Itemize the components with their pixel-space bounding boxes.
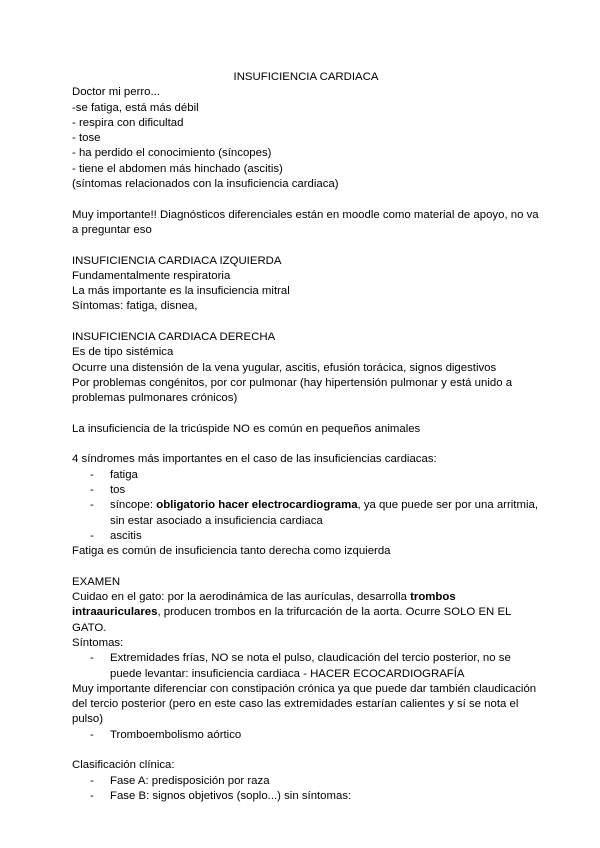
- intro-line: (síntomas relacionados con la insuficiencia cardiaca): [72, 178, 339, 191]
- list-item: - tos: [72, 483, 540, 498]
- cat-paragraph: [72, 590, 540, 636]
- intro-line: - tose: [72, 132, 101, 145]
- bold-text: obligatorio hacer electrocardiograma: [156, 499, 358, 512]
- section-line: Fundamentalmente respiratoria: [72, 269, 231, 282]
- list-item: - ascitis: [72, 529, 540, 544]
- section-heading: Clasificación clínica:: [72, 759, 175, 772]
- thrombo-list: [72, 728, 540, 743]
- bold-text: trombos intraauriculares: [72, 591, 456, 619]
- syndromes-closing: Fatiga es común de insuficiencia tanto derecha como izquierda: [72, 545, 391, 558]
- section-line: Por problemas congénitos, por cor pulmonar (hay hipertensión pulmonar y está unido a problemas pulmonares crónicos): [72, 376, 513, 405]
- list-item: [72, 498, 540, 529]
- classification-section: [72, 758, 540, 804]
- important-note: Muy importante!! Diagnósticos diferenciales están en moodle como material de apoyo, no va a preguntar eso: [72, 208, 539, 236]
- list-item: - fatiga: [72, 468, 540, 483]
- paragraph-text: Cuidao en el gato: por la aerodinámica de las aurículas, desarrolla: [72, 591, 411, 604]
- list-item: - Extremidades frías, NO se nota el pulso, claudicación del tercio posterior, no se puede levantar: insuficiencia cardiaca - HACER ECOCARDIOGRAFÍA: [72, 651, 540, 682]
- symptoms-label: Síntomas:: [72, 636, 124, 649]
- section-heading: EXAMEN: [72, 575, 121, 588]
- intro-line: - tiene el abdomen más hinchado (ascitis): [72, 162, 283, 175]
- differential-paragraph: Muy importante diferenciar con constipación crónica ya que puede dar también claudicación del tercio posterior (pero en este caso las extremidades estarían calientes y sí se nota el pulso): [72, 682, 537, 726]
- section-line: Ocurre una distensión de la vena yugular, ascitis, efusión torácica, signos digestivos: [72, 361, 497, 374]
- list-item: - Fase B: signos objetivos (soplo...) sin síntomas:: [72, 789, 540, 804]
- section-line: Es de tipo sistémica: [72, 346, 174, 359]
- left-heart-failure-section: [72, 254, 540, 315]
- syndromes-section: [72, 452, 540, 559]
- right-heart-failure-section: [72, 330, 540, 406]
- syndromes-list: [72, 468, 540, 544]
- intro-line: -se fatiga, está más débil: [72, 101, 199, 114]
- intro-section: [72, 85, 540, 192]
- intro-line: - ha perdido el conocimiento (síncopes): [72, 147, 272, 160]
- list-item-text: , ya que puede ser por una arritmia, sin estar asociado a insuficiencia cardiaca: [110, 499, 538, 527]
- section-line: La más importante es la insuficiencia mitral: [72, 285, 290, 298]
- document-title: INSUFICIENCIA CARDIACA: [233, 71, 379, 83]
- intro-line: Doctor mi perro...: [72, 86, 160, 99]
- section-heading: INSUFICIENCIA CARDIACA DERECHA: [72, 331, 276, 344]
- exam-section: [72, 575, 540, 743]
- paragraph-text: , producen trombos en la trifurcación de la aorta. Ocurre SOLO EN EL GATO.: [72, 606, 511, 634]
- list-item-text: síncope:: [110, 499, 157, 512]
- section-line: Síntomas: fatiga, disnea,: [72, 300, 198, 313]
- syndromes-intro: 4 síndromes más importantes en el caso de las insuficiencias cardiacas:: [72, 453, 437, 466]
- list-item: - Fase A: predisposición por raza: [72, 774, 540, 789]
- classification-list: [72, 774, 540, 805]
- intro-line: - respira con dificultad: [72, 116, 184, 129]
- list-item: - Tromboembolismo aórtico: [72, 728, 540, 743]
- tricuspid-note: La insuficiencia de la tricúspide NO es común en pequeños animales: [72, 422, 421, 435]
- symptoms-list: [72, 651, 540, 682]
- section-heading: INSUFICIENCIA CARDIACA IZQUIERDA: [72, 254, 282, 267]
